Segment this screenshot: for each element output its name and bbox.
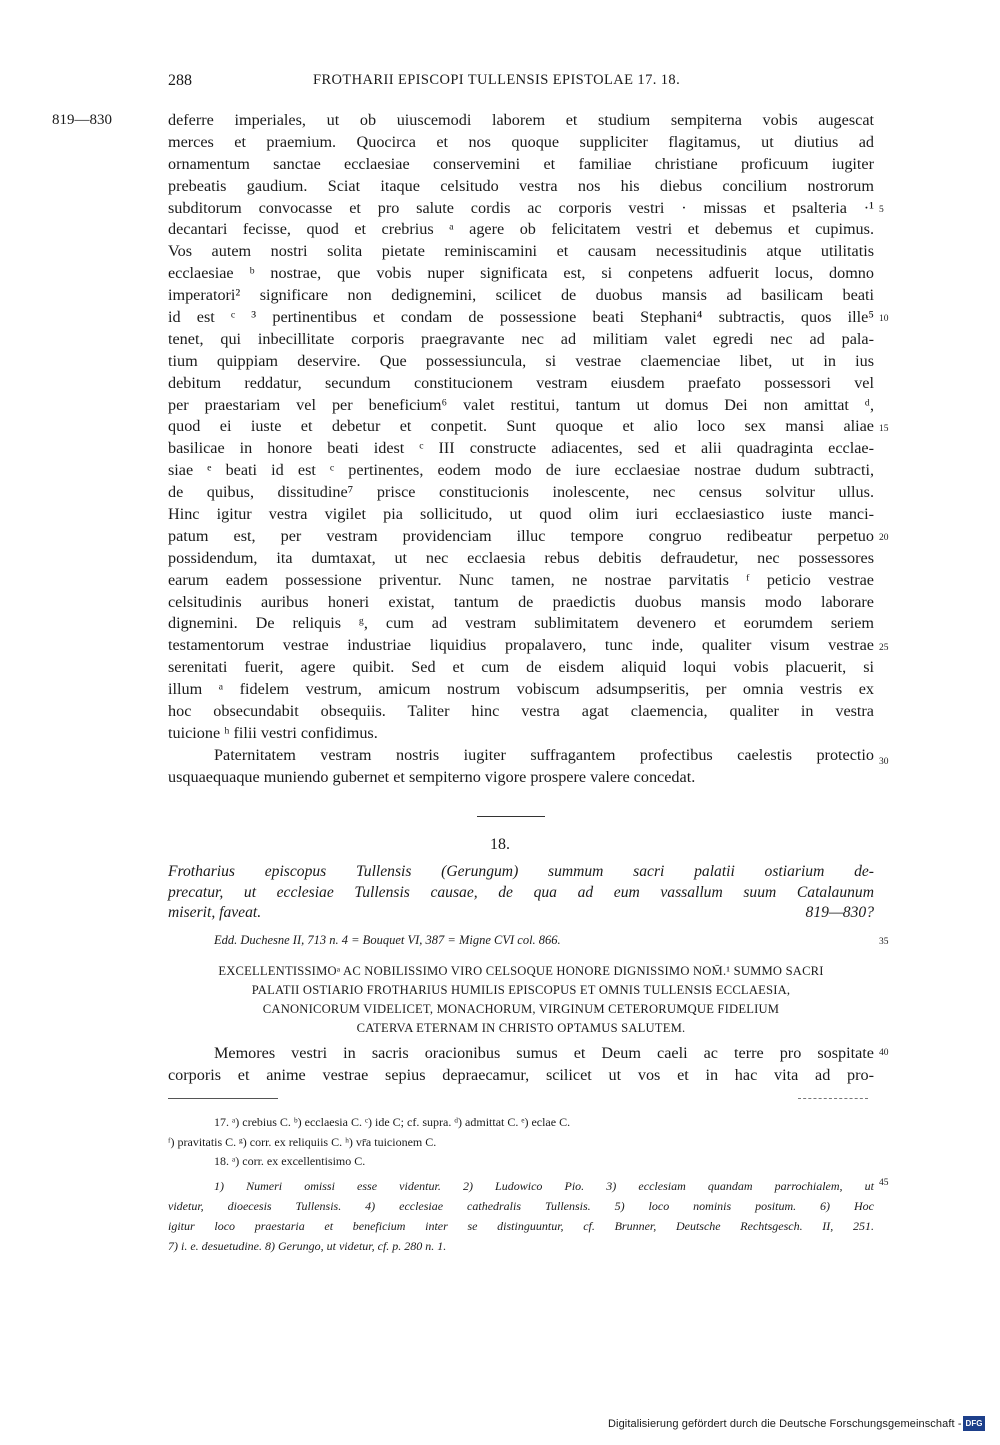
line-number: 35 <box>879 937 889 947</box>
footnote-line: 7) i. e. desuetudine. 8) Gerungo, ut videtur, cf. p. 280 n. 1. <box>168 1239 447 1253</box>
text-line: quod ei iuste et debetur et conpetit. Sunt quoque et alio loco sex mansi aliae <box>168 417 874 436</box>
text-line: debitum reddatur, secundum constitucionem vestram eiusdem praefato possessori vel <box>168 373 874 392</box>
page-number: 288 <box>168 72 192 89</box>
text-line: patum est, per vestram providenciam illuc tempore congruo redibeatur perpetuo <box>168 526 874 545</box>
section-separator <box>477 816 545 817</box>
line-number: 45 <box>879 1178 889 1188</box>
text-line: Hinc igitur vestra vigilet pia sollicitudo, ut quod olim iuri ecclaesiastico iuste manci- <box>168 505 874 524</box>
critical-note: 17. ᵃ) crebius C. ᵇ) ecclaesia C. ᶜ) ide C; cf. supra. ᵈ) admittat C. ᵉ) eclae C. <box>214 1115 571 1129</box>
line-number: 40 <box>879 1048 889 1058</box>
salutation-line: CANONICORUM VIDELICET, MONACHORUM, VIRGINUM CETERORUMQUE FIDELIUM <box>262 1002 780 1016</box>
text-line: tium quippiam deservire. Que possessiuncula, si vestrae claemenciae libet, ut in ius <box>168 351 874 370</box>
text-line: Memores vestri in sacris oracionibus sumus et Deum caeli ac terre pro sospitate <box>214 1044 874 1062</box>
text-line: ecclaesiae ᵇ nostrae, que vobis nuper significata est, si conpetens adfuerit locus, domno <box>168 264 874 283</box>
text-line: prebeatis gaudium. Sciat itaque celsitudo vestra nos his diebus concilium nostrorum <box>168 176 874 195</box>
line-number: 15 <box>879 424 889 434</box>
footnote-line: videtur, dioecesis Tullensis. 4) ecclesiae cathedralis Tullensis. 5) loco nominis positum. 6) Hoc <box>168 1199 874 1213</box>
line-number: 10 <box>879 314 889 324</box>
text-line: earum eadem possessione priventur. Nunc tamen, ne nostrae parvitatis ᶠ peticio vestrae <box>168 570 874 589</box>
text-line: merces et praemium. Quocirca et nos quoque suppliciter flagitamus, ut diutius ad <box>168 132 874 151</box>
margin-date: 819—830 <box>52 112 112 128</box>
text-line: serenitati fuerit, agere quibit. Sed et cum de eisdem aliquid loqui vobis placuerit, si <box>168 658 874 677</box>
text-line: id est ᶜ ³ pertinentibus et condam de possessione beati Stephani⁴ subtractis, quos ille⁵ <box>168 308 874 327</box>
text-line: deferre imperiales, ut ob uiuscemodi laborem et studium sempiterna vobis augescat <box>168 111 874 129</box>
critical-note: 18. ᵃ) corr. ex excellentisimo C. <box>214 1154 366 1168</box>
dfg-logo: DFG <box>963 1416 985 1431</box>
regest-line: Frotharius episcopus Tullensis (Gerungum) summum sacri palatii ostiarium de- <box>168 863 874 880</box>
line-number: 5 <box>879 205 884 215</box>
text-line: tuicione ʰ filii vestri confidimus. <box>168 723 378 742</box>
text-line: ornamentum sanctae ecclaesiae conservemini et familiae christiane proficuum iugiter <box>168 154 874 173</box>
line-number: 25 <box>879 643 889 653</box>
text-line: de quibus, dissitudine⁷ prisce constitucionis inolescente, nec census solvitur ullus. <box>168 483 874 502</box>
text-line: hoc obsecundabit obsequiis. Taliter hinc vestra agat claemencia, qualiter in vestra <box>168 702 874 721</box>
line-number: 20 <box>879 533 889 543</box>
letter-18-text <box>168 1042 874 1086</box>
text-line: dignemini. De reliquis ᵍ, cum ad vestram sublimitatem devenero et eorumdem seriem <box>168 614 874 633</box>
text-line: per praestariam vel per beneficium⁶ valet restitui, tantum ut domus Dei non amittat ᵈ, <box>168 395 874 414</box>
text-line: decantari fecisse, quod et crebrius ᵃ agere ob felicitatem vestri et debemus et cupimus. <box>168 220 874 239</box>
text-line: siae ᵉ beati id est ᶜ pertinentes, eodem modo de iure ecclaesiae nostrae dudum subtracti, <box>168 461 874 480</box>
text-line: subditorum convocasse et pro salute cordis ac corporis vestri · missas et psalteria ·¹ <box>168 198 874 217</box>
text-line: celsitudinis auribus honeri existat, tantum de praedictis duobus mansis modo laborare <box>168 592 874 611</box>
line-number: 30 <box>879 757 889 767</box>
critical-note: ᶠ) pravitatis C. ᵍ) corr. ex reliquiis C. ʰ) vr̄a tuicionem C. <box>168 1134 437 1149</box>
text-line: illum ᵃ fidelem vestrum, amicum nostrum vobiscum adsumpseritis, per omnia vestris ex <box>168 680 874 699</box>
salutation <box>168 962 874 1038</box>
editions-note: Edd. Duchesne II, 713 n. 4 = Bouquet VI, 387 = Migne CVI col. 866. <box>214 933 561 947</box>
text-line: Paternitatem vestram nostris iugiter suffragantem profectibus caelestis protectio <box>214 745 874 764</box>
letter-17-text <box>168 110 874 789</box>
text-line: basilicae in honore beati idest ᶜ III constructe adiacentes, sed et alii quadraginta ecclae- <box>168 439 874 458</box>
text-line: imperatori² significare non dedignemini, scilicet de duobus mansis ad basilicam beati <box>168 286 874 305</box>
dfg-credit: Digitalisierung gefördert durch die Deutsche Forschungsgemeinschaft - <box>608 1418 962 1430</box>
running-title: FROTHARII EPISCOPI TULLENSIS EPISTOLAE 17. 18. <box>313 72 681 88</box>
footnotes <box>168 1176 874 1256</box>
critical-apparatus <box>168 1113 874 1172</box>
regest-line-text: miserit, faveat. <box>168 904 262 921</box>
regest-date: 819—830? <box>805 904 874 921</box>
footnote-rule <box>168 1098 278 1099</box>
salutation-line: CATERVA ETERNAM IN CHRISTO OPTAMUS SALUTEM. <box>356 1021 686 1035</box>
footnote-line: igitur loco praestaria et beneficium inter se distinguuntur, cf. Brunner, Deutsche Rechtsgesch. II, 251. <box>168 1219 874 1233</box>
text-line: tenet, qui inbecillitate corporis praegravante nec ad militiam valet egredi nec ad pala- <box>168 329 874 348</box>
footnote-line: 1) Numeri omissi esse videntur. 2) Ludowico Pio. 3) ecclesiam quandam parrochialem, ut <box>214 1179 874 1193</box>
regest-line: precatur, ut ecclesiae Tullensis causae, de qua ad eum vassallum suum Catalaunum <box>168 883 874 901</box>
text-line: possidendum, ita dumtaxat, ut nec ecclaesia rebus debitis defraudetur, nec possessores <box>168 548 874 567</box>
text-line: corporis et anime vestrae sepius depraecamur, scilicet ut vos et in hac vita ad pro- <box>168 1066 874 1084</box>
text-line: Vos autem nostri solita pietate reminiscamini et causam necessitudinis atque utilitatis <box>168 242 874 261</box>
regest <box>168 862 874 924</box>
text-line: testamentorum vestrae industriae liquidius propalavero, tunc inde, qualiter visum vestrae <box>168 636 874 655</box>
letter-number: 18. <box>490 836 510 853</box>
salutation-line: PALATII OSTIARIO FROTHARIUS HUMILIS EPISCOPUS ET OMNIS TULLENSIS ECCLAESIA, <box>251 983 791 997</box>
regest-line <box>168 903 874 924</box>
salutation-line: EXCELLENTISSIMOᵃ AC NOBILISSIMO VIRO CELSOQUE HONORE DIGNISSIMO NOM̄.¹ SUMMO SACRI <box>218 964 824 978</box>
footnote-rule-dashed <box>798 1098 868 1099</box>
text-line: usquaequaque muniendo gubernet et sempiterno vigore prospere valere concedat. <box>168 767 696 786</box>
